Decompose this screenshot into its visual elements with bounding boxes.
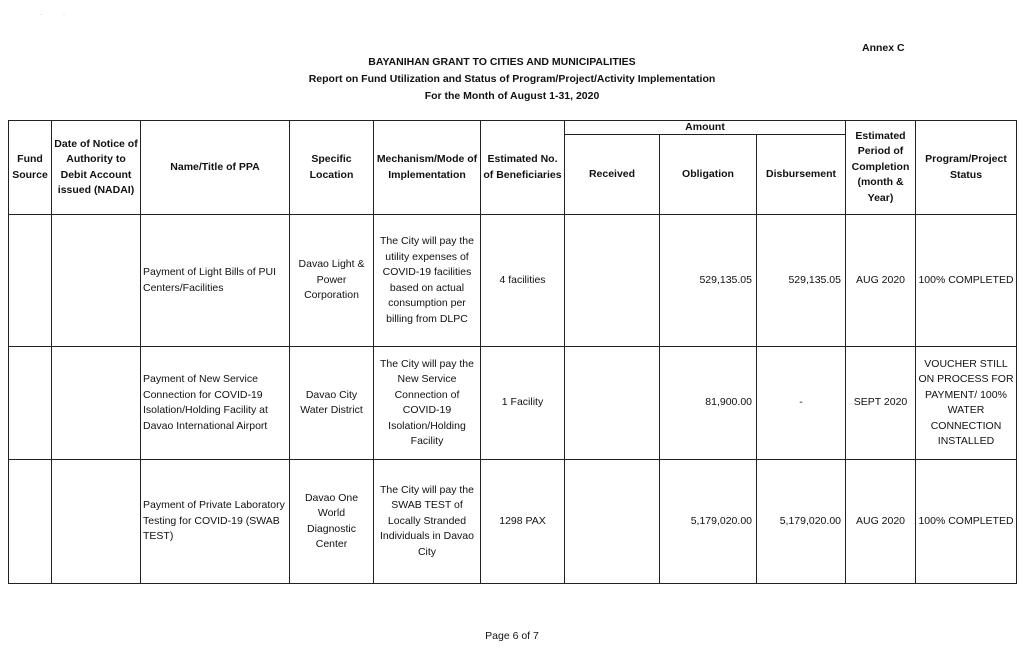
col-location: Specific Location	[290, 121, 374, 215]
beneficiaries-cell: 1 Facility	[481, 347, 565, 460]
date-notice-cell	[52, 215, 141, 347]
mechanism-cell: The City will pay the New Service Connection of COVID-19 Isolation/Holding Facility	[374, 347, 481, 460]
disbursement-cell: 529,135.05	[757, 215, 846, 347]
col-beneficiaries: Estimated No. of Beneficiaries	[481, 121, 565, 215]
table-row	[9, 460, 1017, 584]
fund-source-cell	[9, 460, 52, 584]
col-amount: Amount	[565, 121, 846, 135]
date-notice-cell	[52, 347, 141, 460]
obligation-cell: 529,135.05	[660, 215, 757, 347]
col-disbursement: Disbursement	[757, 135, 846, 215]
received-cell	[565, 215, 660, 347]
report-title: BAYANIHAN GRANT TO CITIES AND MUNICIPALITIES	[368, 56, 636, 68]
col-fund-source: Fund Source	[9, 121, 52, 215]
col-completion: Estimated Period of Completion (month & Year)	[846, 121, 916, 215]
beneficiaries-cell: 1298 PAX	[481, 460, 565, 584]
obligation-cell: 5,179,020.00	[660, 460, 757, 584]
col-status: Program/Project Status	[916, 121, 1017, 215]
location-cell: Davao City Water District	[290, 347, 374, 460]
report-period: For the Month of August 1-31, 2020	[424, 90, 600, 102]
ppa-name-cell: Payment of Light Bills of PUI Centers/Facilities	[141, 215, 290, 347]
location-cell: Davao One World Diagnostic Center	[290, 460, 374, 584]
status-cell: 100% COMPLETED	[916, 215, 1017, 347]
col-received: Received	[565, 135, 660, 215]
status-cell: VOUCHER STILL ON PROCESS FOR PAYMENT/ 100% WATER CONNECTION INSTALLED	[916, 347, 1017, 460]
mechanism-cell: The City will pay the utility expenses of COVID-19 facilities based on actual consumption per billing from DLPC	[374, 215, 481, 347]
page-number: Page 6 of 7	[485, 630, 539, 642]
disbursement-cell: 5,179,020.00	[757, 460, 846, 584]
date-notice-cell	[52, 460, 141, 584]
fund-utilization-table	[8, 120, 1017, 584]
fund-source-cell	[9, 347, 52, 460]
col-date-notice: Date of Notice of Authority to Debit Account issued (NADAI)	[52, 121, 141, 215]
location-cell: Davao Light & Power Corporation	[290, 215, 374, 347]
annex-label: Annex C	[862, 42, 905, 54]
completion-cell: AUG 2020	[846, 215, 916, 347]
beneficiaries-cell: 4 facilities	[481, 215, 565, 347]
completion-cell: AUG 2020	[846, 460, 916, 584]
ppa-name-cell: Payment of Private Laboratory Testing for COVID-19 (SWAB TEST)	[141, 460, 290, 584]
col-obligation: Obligation	[660, 135, 757, 215]
table-row	[9, 347, 1017, 460]
status-cell: 100% COMPLETED	[916, 460, 1017, 584]
col-name-ppa: Name/Title of PPA	[141, 121, 290, 215]
table-row	[9, 215, 1017, 347]
mechanism-cell: The City will pay the SWAB TEST of Locally Stranded Individuals in Davao City	[374, 460, 481, 584]
col-mechanism: Mechanism/Mode of Implementation	[374, 121, 481, 215]
ppa-name-cell: Payment of New Service Connection for COVID-19 Isolation/Holding Facility at Davao International Airport	[141, 347, 290, 460]
report-subtitle: Report on Fund Utilization and Status of Program/Project/Activity Implementation	[308, 73, 716, 85]
scan-speck: · ·	[40, 10, 66, 19]
received-cell	[565, 347, 660, 460]
fund-source-cell	[9, 215, 52, 347]
completion-cell: SEPT 2020	[846, 347, 916, 460]
received-cell	[565, 460, 660, 584]
obligation-cell: 81,900.00	[660, 347, 757, 460]
disbursement-cell: -	[757, 347, 846, 460]
